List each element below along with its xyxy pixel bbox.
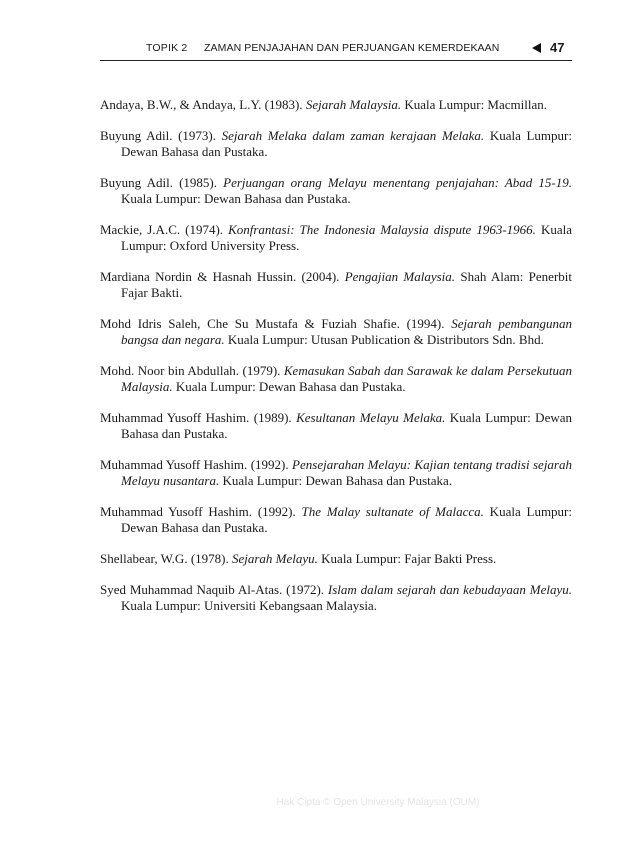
reference-author: Muhammad Yusoff Hashim. (1992). — [100, 457, 293, 472]
reference-publisher: Kuala Lumpur: Oxford University Press. — [121, 222, 572, 253]
reference-author: Muhammad Yusoff Hashim. (1992). — [100, 504, 302, 519]
reference-publisher: Kuala Lumpur: Fajar Bakti Press. — [317, 551, 497, 566]
reference-author: Syed Muhammad Naquib Al-Atas. (1972). — [100, 582, 328, 597]
reference-publisher: Kuala Lumpur: Utusan Publication & Distributors Sdn. Bhd. — [224, 332, 544, 347]
reference-author: Shellabear, W.G. (1978). — [100, 551, 232, 566]
running-header — [100, 40, 572, 61]
reference-title: Perjuangan orang Melayu menentang penjajahan: Abad 15-19. — [223, 175, 572, 190]
reference-publisher: Kuala Lumpur: Dewan Bahasa dan Pustaka. — [121, 504, 572, 535]
reference-publisher: Kuala Lumpur: Dewan Bahasa dan Pustaka. — [121, 410, 573, 441]
reference-title: Sejarah pembangunan bangsa dan negara. — [121, 316, 572, 347]
reference-author: Mohd Idris Saleh, Che Su Mustafa & Fuziah Shafie. (1994). — [100, 316, 452, 331]
reference-author: Andaya, B.W., & Andaya, L.Y. (1983). — [100, 97, 306, 112]
topic-label: TOPIK 2 — [146, 42, 188, 54]
reference-title: Kemasukan Sabah dan Sarawak ke dalam Persekutuan Malaysia. — [121, 363, 572, 394]
reference-author: Muhammad Yusoff Hashim. (1989). — [100, 410, 297, 425]
reference-author: Mackie, J.A.C. (1974). — [100, 222, 229, 237]
reference-title: Islam dalam sejarah dan kebudayaan Melayu. — [327, 582, 572, 597]
reference-entry — [100, 128, 572, 160]
reference-title: Sejarah Melaka dalam zaman kerajaan Melaka. — [221, 128, 485, 143]
reference-entry — [100, 316, 572, 348]
reference-entry — [100, 97, 572, 113]
reference-entry — [100, 582, 572, 614]
reference-title: Sejarah Melayu. — [231, 551, 318, 566]
reference-publisher: Kuala Lumpur: Dewan Bahasa dan Pustaka. — [121, 191, 351, 206]
reference-publisher: Kuala Lumpur: Macmillan. — [401, 97, 547, 112]
reference-title: Sejarah Malaysia. — [305, 97, 402, 112]
reference-author: Buyung Adil. (1973). — [100, 128, 222, 143]
reference-title: The Malay sultanate of Malacca. — [301, 504, 484, 519]
reference-list — [100, 97, 572, 629]
page-number: 47 — [550, 40, 565, 55]
reference-title: Kesultanan Melayu Melaka. — [296, 410, 446, 425]
reference-title: Pensejarahan Melayu: Kajian tentang tradisi sejarah Melayu nusantara. — [121, 457, 572, 488]
reference-publisher: Shah Alam: Penerbit Fajar Bakti. — [121, 269, 573, 300]
reference-entry — [100, 504, 572, 536]
reference-publisher: Kuala Lumpur: Dewan Bahasa dan Pustaka. — [219, 473, 453, 488]
reference-entry — [100, 457, 572, 489]
reference-entry — [100, 410, 572, 442]
reference-publisher: Kuala Lumpur: Universiti Kebangsaan Malaysia. — [121, 598, 377, 613]
reference-entry — [100, 269, 572, 301]
reference-title: Konfrantasi: The Indonesia Malaysia dispute 1963-1966. — [228, 222, 536, 237]
left-triangle-icon — [532, 43, 541, 53]
reference-publisher: Kuala Lumpur: Dewan Bahasa dan Pustaka. — [121, 128, 572, 159]
reference-author: Buyung Adil. (1985). — [100, 175, 224, 190]
reference-entry — [100, 551, 572, 567]
reference-author: Mohd. Noor bin Abdullah. (1979). — [100, 363, 284, 378]
reference-author: Mardiana Nordin & Hasnah Hussin. (2004). — [100, 269, 345, 284]
reference-entry — [100, 363, 572, 395]
reference-entry — [100, 222, 572, 254]
reference-title: Pengajian Malaysia. — [344, 269, 456, 284]
reference-publisher: Kuala Lumpur: Dewan Bahasa dan Pustaka. — [172, 379, 406, 394]
copyright-footer: Hak Cipta © Open University Malaysia (OUM) — [276, 797, 480, 808]
reference-entry — [100, 175, 572, 207]
chapter-title: ZAMAN PENJAJAHAN DAN PERJUANGAN KEMERDEKAAN — [204, 42, 500, 54]
